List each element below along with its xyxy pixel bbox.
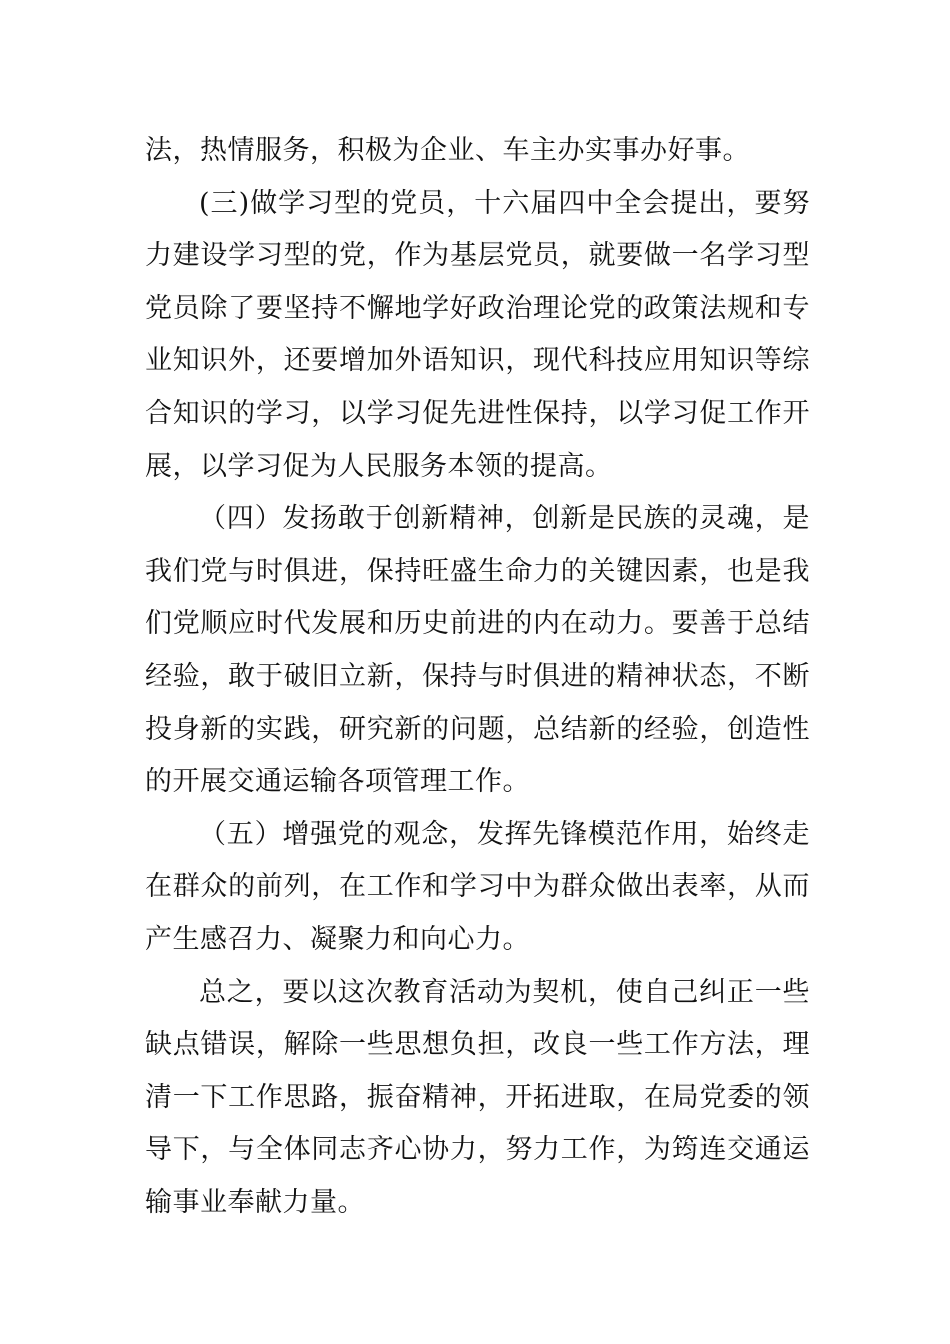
paragraph-innovation-spirit: （四）发扬敢于创新精神，创新是民族的灵魂，是我们党与时俱进，保持旺盛生命力的关键因素，也是我们党顺应时代发展和历史前进的内在动力。要善于总结经验，敢于破旧立新，保持与时俱进的精神状态，不断投身新的实践，研究新的问题，总结新的经验，创造性的开展交通运输各项管理工作。: [145, 503, 810, 798]
paragraph-continuation: 法，热情服务，积极为企业、车主办实事办好事。: [145, 135, 750, 166]
paragraph-party-concept: （五）增强党的观念，发挥先锋模范作用，始终走在群众的前列，在工作和学习中为群众做出表率，从而产生感召力、凝聚力和向心力。: [145, 818, 810, 955]
paragraph-learning-member: (三)做学习型的党员，十六届四中全会提出，要努力建设学习型的党，作为基层党员，就要做一名学习型党员除了要坚持不懈地学好政治理论党的政策法规和专业知识外，还要增加外语知识，现代科技应用知识等综合知识的学习，以学习促先进性保持，以学习促工作开展，以学习促为人民服务本领的提高。: [145, 187, 810, 482]
paragraph-conclusion: 总之，要以这次教育活动为契机，使自己纠正一些缺点错误，解除一些思想负担，改良一些工作方法，理清一下工作思路，振奋精神，开拓进取，在局党委的领导下，与全体同志齐心协力，努力工作，为筠连交通运输事业奉献力量。: [145, 976, 810, 1218]
document-body: [145, 125, 810, 1229]
